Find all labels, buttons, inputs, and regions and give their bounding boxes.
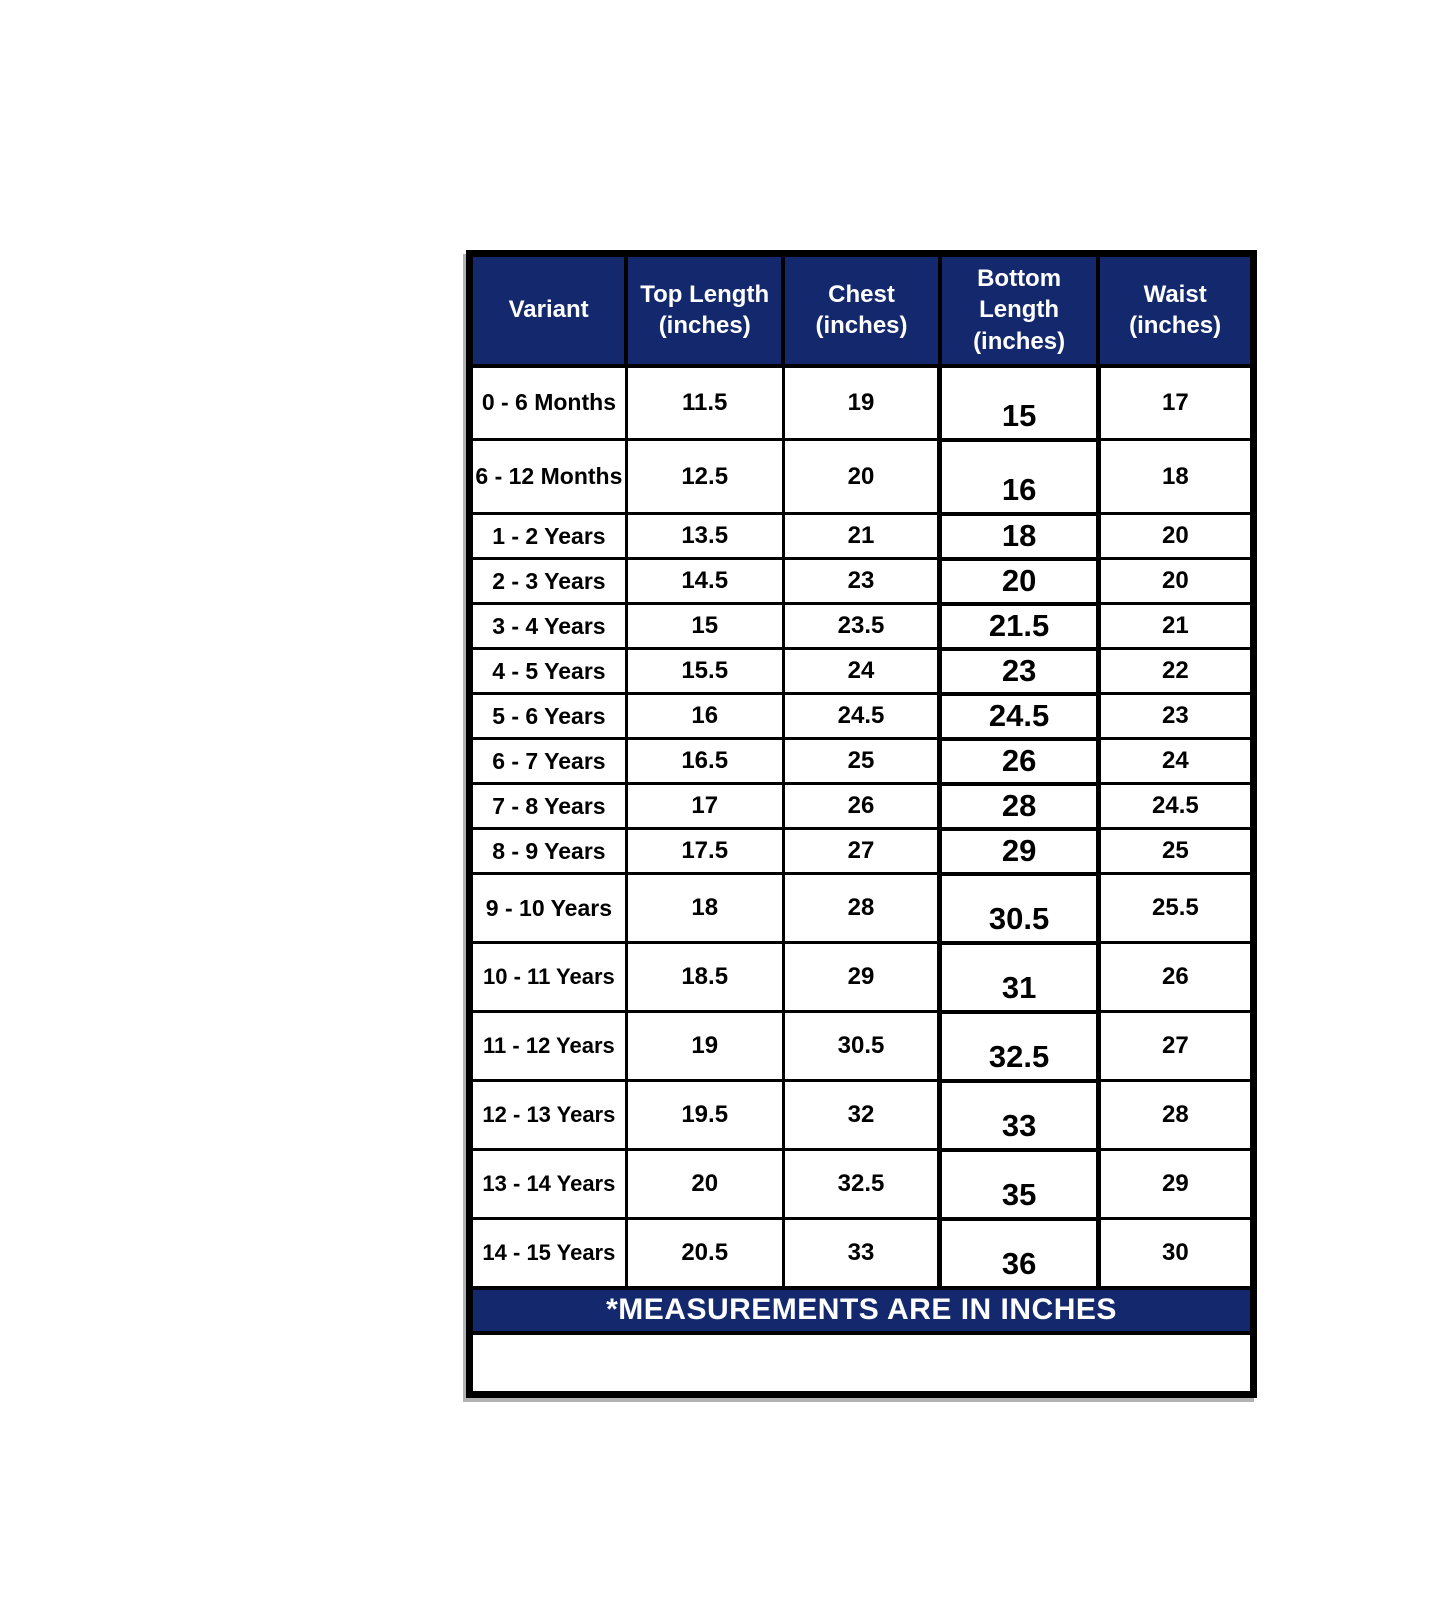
size-chart bbox=[466, 250, 1257, 1398]
bottom-length-cell: 15 bbox=[940, 366, 1098, 440]
variant-cell: 1 - 2 Years bbox=[470, 514, 627, 559]
top-length-cell: 20 bbox=[626, 1150, 783, 1219]
col-header-waist: Waist (inches) bbox=[1098, 254, 1253, 366]
col-header-top-length: Top Length (inches) bbox=[626, 254, 783, 366]
size-row bbox=[470, 874, 1254, 943]
top-length-cell: 14.5 bbox=[626, 559, 783, 604]
top-length-cell: 19 bbox=[626, 1012, 783, 1081]
variant-cell: 8 - 9 Years bbox=[470, 829, 627, 874]
top-length-cell: 19.5 bbox=[626, 1081, 783, 1150]
size-row bbox=[470, 739, 1254, 784]
waist-cell: 22 bbox=[1098, 649, 1253, 694]
top-length-cell: 11.5 bbox=[626, 366, 783, 440]
size-row bbox=[470, 1219, 1254, 1288]
top-length-cell: 13.5 bbox=[626, 514, 783, 559]
chest-cell: 21 bbox=[783, 514, 940, 559]
top-length-cell: 12.5 bbox=[626, 440, 783, 514]
bottom-length-cell: 16 bbox=[940, 440, 1098, 514]
variant-cell: 2 - 3 Years bbox=[470, 559, 627, 604]
size-row bbox=[470, 649, 1254, 694]
chest-cell: 23.5 bbox=[783, 604, 940, 649]
variant-cell: 6 - 7 Years bbox=[470, 739, 627, 784]
header-row bbox=[470, 254, 1254, 366]
bottom-length-cell: 24.5 bbox=[940, 694, 1098, 739]
bottom-length-cell: 31 bbox=[940, 943, 1098, 1012]
bottom-length-cell: 21.5 bbox=[940, 604, 1098, 649]
variant-cell: 9 - 10 Years bbox=[470, 874, 627, 943]
variant-cell: 6 - 12 Months bbox=[470, 440, 627, 514]
size-row bbox=[470, 784, 1254, 829]
variant-cell: 12 - 13 Years bbox=[470, 1081, 627, 1150]
bottom-length-cell: 23 bbox=[940, 649, 1098, 694]
waist-cell: 30 bbox=[1098, 1219, 1253, 1288]
size-table bbox=[466, 250, 1257, 1398]
measurements-note-row bbox=[470, 1288, 1254, 1333]
waist-cell: 25.5 bbox=[1098, 874, 1253, 943]
waist-cell: 17 bbox=[1098, 366, 1253, 440]
top-length-cell: 16.5 bbox=[626, 739, 783, 784]
blank-cell bbox=[470, 1333, 1254, 1395]
bottom-length-cell: 36 bbox=[940, 1219, 1098, 1288]
waist-cell: 25 bbox=[1098, 829, 1253, 874]
size-row bbox=[470, 440, 1254, 514]
waist-cell: 27 bbox=[1098, 1012, 1253, 1081]
waist-cell: 28 bbox=[1098, 1081, 1253, 1150]
chest-cell: 24 bbox=[783, 649, 940, 694]
chest-cell: 28 bbox=[783, 874, 940, 943]
size-row bbox=[470, 559, 1254, 604]
size-row bbox=[470, 943, 1254, 1012]
top-length-cell: 15 bbox=[626, 604, 783, 649]
chest-cell: 23 bbox=[783, 559, 940, 604]
bottom-length-cell: 29 bbox=[940, 829, 1098, 874]
bottom-length-cell: 28 bbox=[940, 784, 1098, 829]
waist-cell: 24.5 bbox=[1098, 784, 1253, 829]
chest-cell: 29 bbox=[783, 943, 940, 1012]
blank-row bbox=[470, 1333, 1254, 1395]
bottom-length-cell: 30.5 bbox=[940, 874, 1098, 943]
size-row bbox=[470, 694, 1254, 739]
waist-cell: 23 bbox=[1098, 694, 1253, 739]
variant-cell: 5 - 6 Years bbox=[470, 694, 627, 739]
bottom-length-cell: 35 bbox=[940, 1150, 1098, 1219]
bottom-length-cell: 26 bbox=[940, 739, 1098, 784]
size-row bbox=[470, 604, 1254, 649]
col-header-variant: Variant bbox=[470, 254, 627, 366]
top-length-cell: 18.5 bbox=[626, 943, 783, 1012]
waist-cell: 26 bbox=[1098, 943, 1253, 1012]
variant-cell: 0 - 6 Months bbox=[470, 366, 627, 440]
size-row bbox=[470, 1150, 1254, 1219]
bottom-length-cell: 33 bbox=[940, 1081, 1098, 1150]
top-length-cell: 15.5 bbox=[626, 649, 783, 694]
size-row bbox=[470, 1081, 1254, 1150]
waist-cell: 24 bbox=[1098, 739, 1253, 784]
waist-cell: 29 bbox=[1098, 1150, 1253, 1219]
chest-cell: 32 bbox=[783, 1081, 940, 1150]
chest-cell: 33 bbox=[783, 1219, 940, 1288]
chest-cell: 19 bbox=[783, 366, 940, 440]
waist-cell: 20 bbox=[1098, 514, 1253, 559]
size-row bbox=[470, 829, 1254, 874]
chest-cell: 32.5 bbox=[783, 1150, 940, 1219]
variant-cell: 14 - 15 Years bbox=[470, 1219, 627, 1288]
bottom-length-cell: 18 bbox=[940, 514, 1098, 559]
bottom-length-cell: 20 bbox=[940, 559, 1098, 604]
chest-cell: 20 bbox=[783, 440, 940, 514]
variant-cell: 3 - 4 Years bbox=[470, 604, 627, 649]
size-row bbox=[470, 366, 1254, 440]
variant-cell: 11 - 12 Years bbox=[470, 1012, 627, 1081]
measurements-note: *MEASUREMENTS ARE IN INCHES bbox=[470, 1288, 1254, 1333]
top-length-cell: 17.5 bbox=[626, 829, 783, 874]
col-header-chest: Chest (inches) bbox=[783, 254, 940, 366]
variant-cell: 13 - 14 Years bbox=[470, 1150, 627, 1219]
chest-cell: 30.5 bbox=[783, 1012, 940, 1081]
waist-cell: 21 bbox=[1098, 604, 1253, 649]
variant-cell: 10 - 11 Years bbox=[470, 943, 627, 1012]
chest-cell: 24.5 bbox=[783, 694, 940, 739]
size-row bbox=[470, 514, 1254, 559]
top-length-cell: 17 bbox=[626, 784, 783, 829]
top-length-cell: 18 bbox=[626, 874, 783, 943]
top-length-cell: 16 bbox=[626, 694, 783, 739]
waist-cell: 20 bbox=[1098, 559, 1253, 604]
col-header-bottom-length: Bottom Length (inches) bbox=[940, 254, 1098, 366]
variant-cell: 4 - 5 Years bbox=[470, 649, 627, 694]
top-length-cell: 20.5 bbox=[626, 1219, 783, 1288]
chest-cell: 26 bbox=[783, 784, 940, 829]
waist-cell: 18 bbox=[1098, 440, 1253, 514]
variant-cell: 7 - 8 Years bbox=[470, 784, 627, 829]
chest-cell: 27 bbox=[783, 829, 940, 874]
bottom-length-cell: 32.5 bbox=[940, 1012, 1098, 1081]
chest-cell: 25 bbox=[783, 739, 940, 784]
size-row bbox=[470, 1012, 1254, 1081]
